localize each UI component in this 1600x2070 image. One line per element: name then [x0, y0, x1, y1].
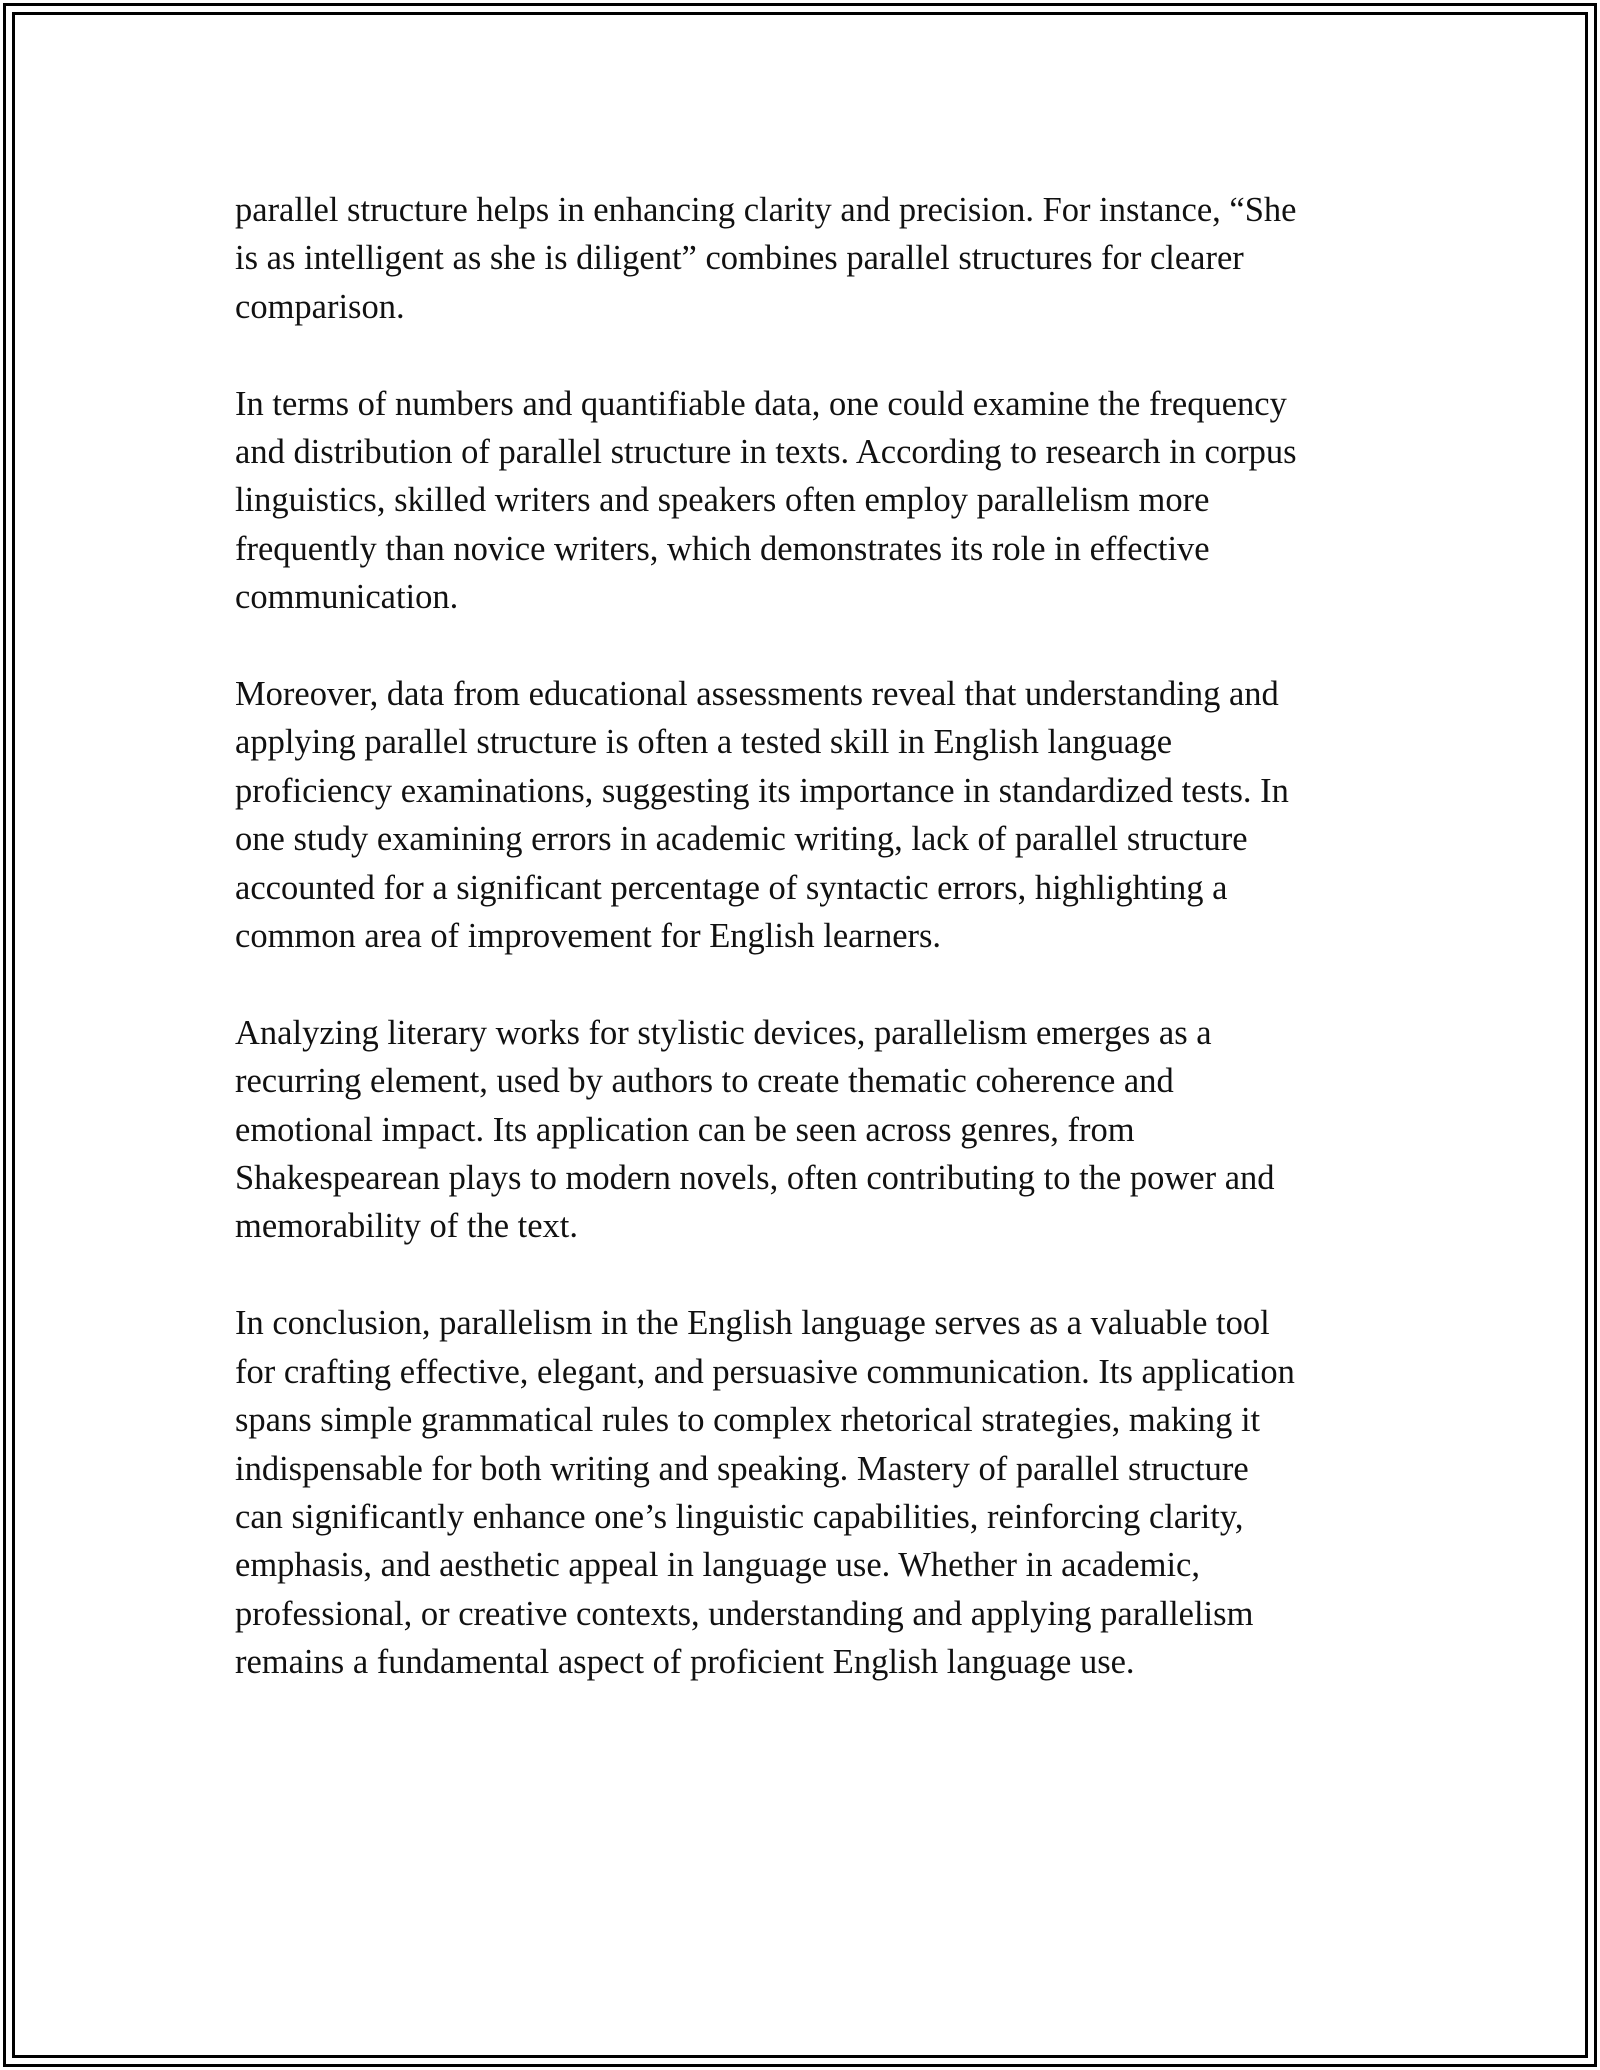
paragraph-4-line-2: recurring element, used by authors to create thematic coherence and — [235, 1062, 1174, 1101]
paragraph-3-line-2: applying parallel structure is often a tested skill in English language — [235, 723, 1173, 762]
paragraph-4 — [235, 1009, 1385, 1251]
paragraph-5-line-2: for crafting effective, elegant, and persuasive communication. Its application — [235, 1352, 1295, 1391]
paragraph-1 — [235, 186, 1385, 331]
paragraph-4-line-3: emotional impact. Its application can be seen across genres, from — [235, 1110, 1135, 1149]
paragraph-2-line-4: frequently than novice writers, which demonstrates its role in effective — [235, 529, 1210, 568]
paragraph-1-line-2: is as intelligent as she is diligent” combines parallel structures for clearer — [235, 239, 1244, 278]
paragraph-4-line-4: Shakespearean plays to modern novels, often contributing to the power and — [235, 1159, 1275, 1198]
paragraph-3-line-1: Moreover, data from educational assessments reveal that understanding and — [235, 675, 1279, 714]
paragraph-2 — [235, 380, 1385, 622]
paragraph-4-line-5: memorability of the text. — [235, 1207, 578, 1246]
paragraph-2-line-3: linguistics, skilled writers and speakers often employ parallelism more — [235, 481, 1210, 520]
paragraph-3-line-5: accounted for a significant percentage of syntactic errors, highlighting a — [235, 868, 1228, 907]
paragraph-5-line-7: professional, or creative contexts, understanding and applying parallelism — [235, 1594, 1254, 1633]
paragraph-4-line-1: Analyzing literary works for stylistic devices, parallelism emerges as a — [235, 1013, 1212, 1052]
paragraph-2-line-1: In terms of numbers and quantifiable data, one could examine the frequency — [235, 384, 1287, 423]
paragraph-5-line-4: indispensable for both writing and speaking. Mastery of parallel structure — [235, 1449, 1249, 1488]
paragraph-3-line-3: proficiency examinations, suggesting its importance in standardized tests. In — [235, 771, 1289, 810]
paragraph-1-line-3: comparison. — [235, 287, 405, 326]
paragraph-5 — [235, 1299, 1385, 1686]
paragraph-3-line-4: one study examining errors in academic writing, lack of parallel structure — [235, 820, 1248, 859]
paragraph-2-line-2: and distribution of parallel structure in texts. According to research in corpus — [235, 433, 1297, 472]
paragraph-5-line-6: emphasis, and aesthetic appeal in language use. Whether in academic, — [235, 1546, 1200, 1585]
paragraph-2-line-5: communication. — [235, 578, 459, 617]
paragraph-5-line-8: remains a fundamental aspect of proficient English language use. — [235, 1643, 1135, 1682]
document-body — [235, 186, 1385, 1687]
paragraph-3 — [235, 670, 1385, 960]
paragraph-5-line-5: can significantly enhance one’s linguistic capabilities, reinforcing clarity, — [235, 1497, 1244, 1536]
paragraph-5-line-3: spans simple grammatical rules to complex rhetorical strategies, making it — [235, 1401, 1261, 1440]
paragraph-5-line-1: In conclusion, parallelism in the English language serves as a valuable tool — [235, 1304, 1270, 1343]
paragraph-3-line-6: common area of improvement for English learners. — [235, 917, 942, 956]
paragraph-1-line-1: parallel structure helps in enhancing clarity and precision. For instance, “She — [235, 191, 1297, 229]
